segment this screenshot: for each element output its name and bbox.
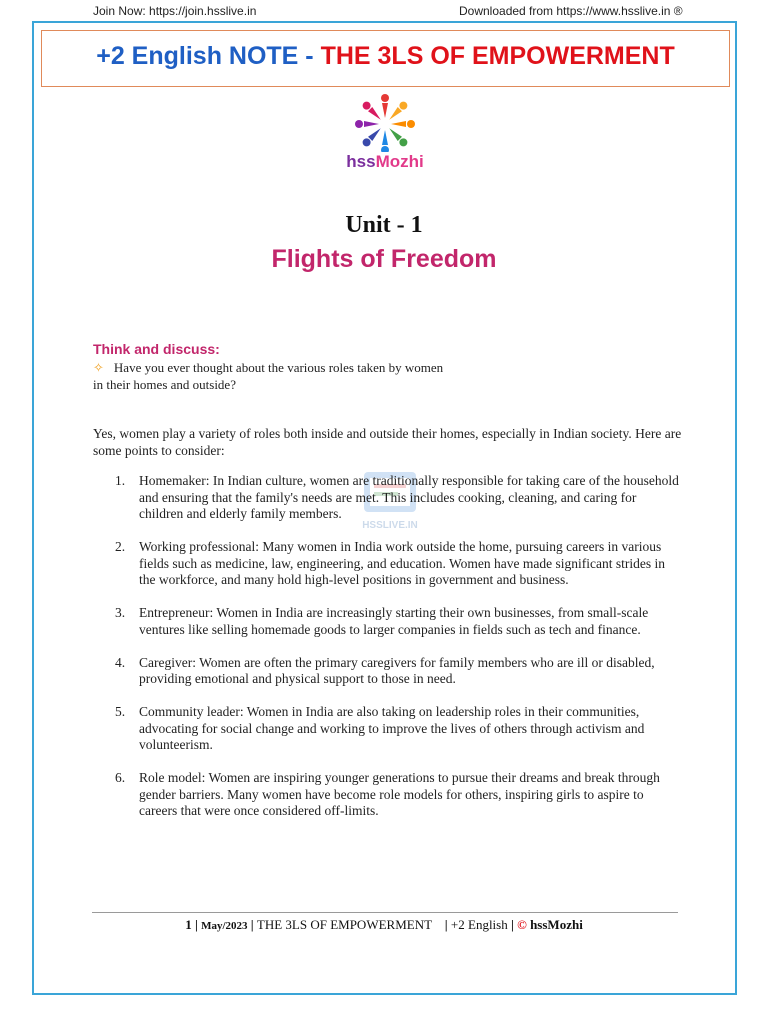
list-item-number: 4.: [115, 654, 126, 670]
copyright-symbol: ©: [517, 917, 527, 932]
footer-course: +2 English: [450, 917, 508, 932]
intro-paragraph: Yes, women play a variety of roles both inside and outside their homes, especially in Indian society. Here are some points to consider:: [93, 426, 682, 458]
list-item-number: 2.: [115, 539, 126, 554]
footer-separator: |: [510, 917, 518, 932]
footer-page-number: 1: [185, 917, 192, 932]
list-item-text: Role model: Women are inspiring younger generations to pursue their dreams and break through gender barriers. Many women have become role models for others, inspiring girls to aspire to careers that were once considered off-limits.: [139, 770, 660, 818]
footer-divider: [92, 912, 678, 913]
hssmozhi-logo: [337, 92, 433, 182]
title-chapter-name: THE 3LS OF EMPOWERMENT: [320, 42, 675, 70]
page-title: [42, 42, 729, 71]
list-item-number: 6.: [115, 770, 126, 785]
logo-text-hss: hss: [346, 152, 376, 171]
list-item: [93, 704, 683, 754]
list-item-text: Community leader: Women in India are also taking on leadership roles in their communities, advocating for social change and working to improve the lives of others through activism and volunteerism.: [139, 704, 645, 752]
discussion-question-text: Have you ever thought about the various roles taken by women in their homes and outside?: [93, 360, 444, 392]
think-discuss-heading: Think and discuss:: [93, 341, 220, 357]
title-note-label: +2 English NOTE -: [96, 42, 321, 70]
diamond-bullet-icon: ✧: [93, 360, 104, 375]
unit-heading: Unit - 1: [345, 212, 423, 238]
list-item-text: Entrepreneur: Women in India are increasingly starting their own businesses, from small-scale ventures like selling homemade goods to larger companies in fields such as tech and finance.: [139, 605, 649, 637]
list-item-text: Caregiver: Women are often the primary caregivers for family members who are ill or disabled, providing emotional and physical support to those in need.: [139, 654, 655, 686]
points-list: [93, 473, 683, 836]
star-figures-logo-icon: [337, 92, 433, 152]
list-item-text: Working professional: Many women in India work outside the home, pursuing careers in various fields such as medicine, law, engineering, and education. Women have made significant strides in the workforce, and many hold high-level positions in government and business.: [139, 539, 666, 587]
discussion-question: [93, 359, 453, 393]
watermark-text: HSSLIVE.IN: [362, 520, 418, 531]
logo-wordmark: [337, 152, 433, 172]
footer-brand: hssMozhi: [530, 917, 583, 932]
footer-date: May/2023: [201, 920, 248, 932]
logo-text-mozhi: Mozhi: [375, 152, 424, 171]
footer-title: THE 3LS OF EMPOWERMENT: [256, 917, 432, 932]
list-item-text: Homemaker: In Indian culture, women are traditionally responsible for taking care of the household and ensuring that the family's needs are met. This includes cooking, cleaning, and caring for children and elderly family members.: [139, 473, 679, 521]
list-item: [93, 770, 683, 820]
title-box: [41, 30, 730, 87]
download-source[interactable]: Downloaded from https://www.hsslive.in ®: [459, 4, 683, 18]
page-footer: [0, 917, 768, 933]
list-item: [93, 605, 683, 638]
list-item: [93, 655, 683, 688]
footer-separator: |: [194, 917, 202, 932]
list-item-number: 5.: [115, 704, 126, 719]
list-item: [93, 473, 683, 523]
list-item-number: 1.: [115, 473, 126, 488]
footer-separator: |: [435, 917, 451, 932]
join-link[interactable]: Join Now: https://join.hsslive.in: [93, 4, 257, 18]
list-item: [93, 539, 683, 589]
chapter-title: Flights of Freedom: [271, 245, 497, 273]
top-bar: [0, 2, 768, 20]
footer-separator: |: [250, 917, 257, 932]
list-item-number: 3.: [115, 605, 126, 620]
